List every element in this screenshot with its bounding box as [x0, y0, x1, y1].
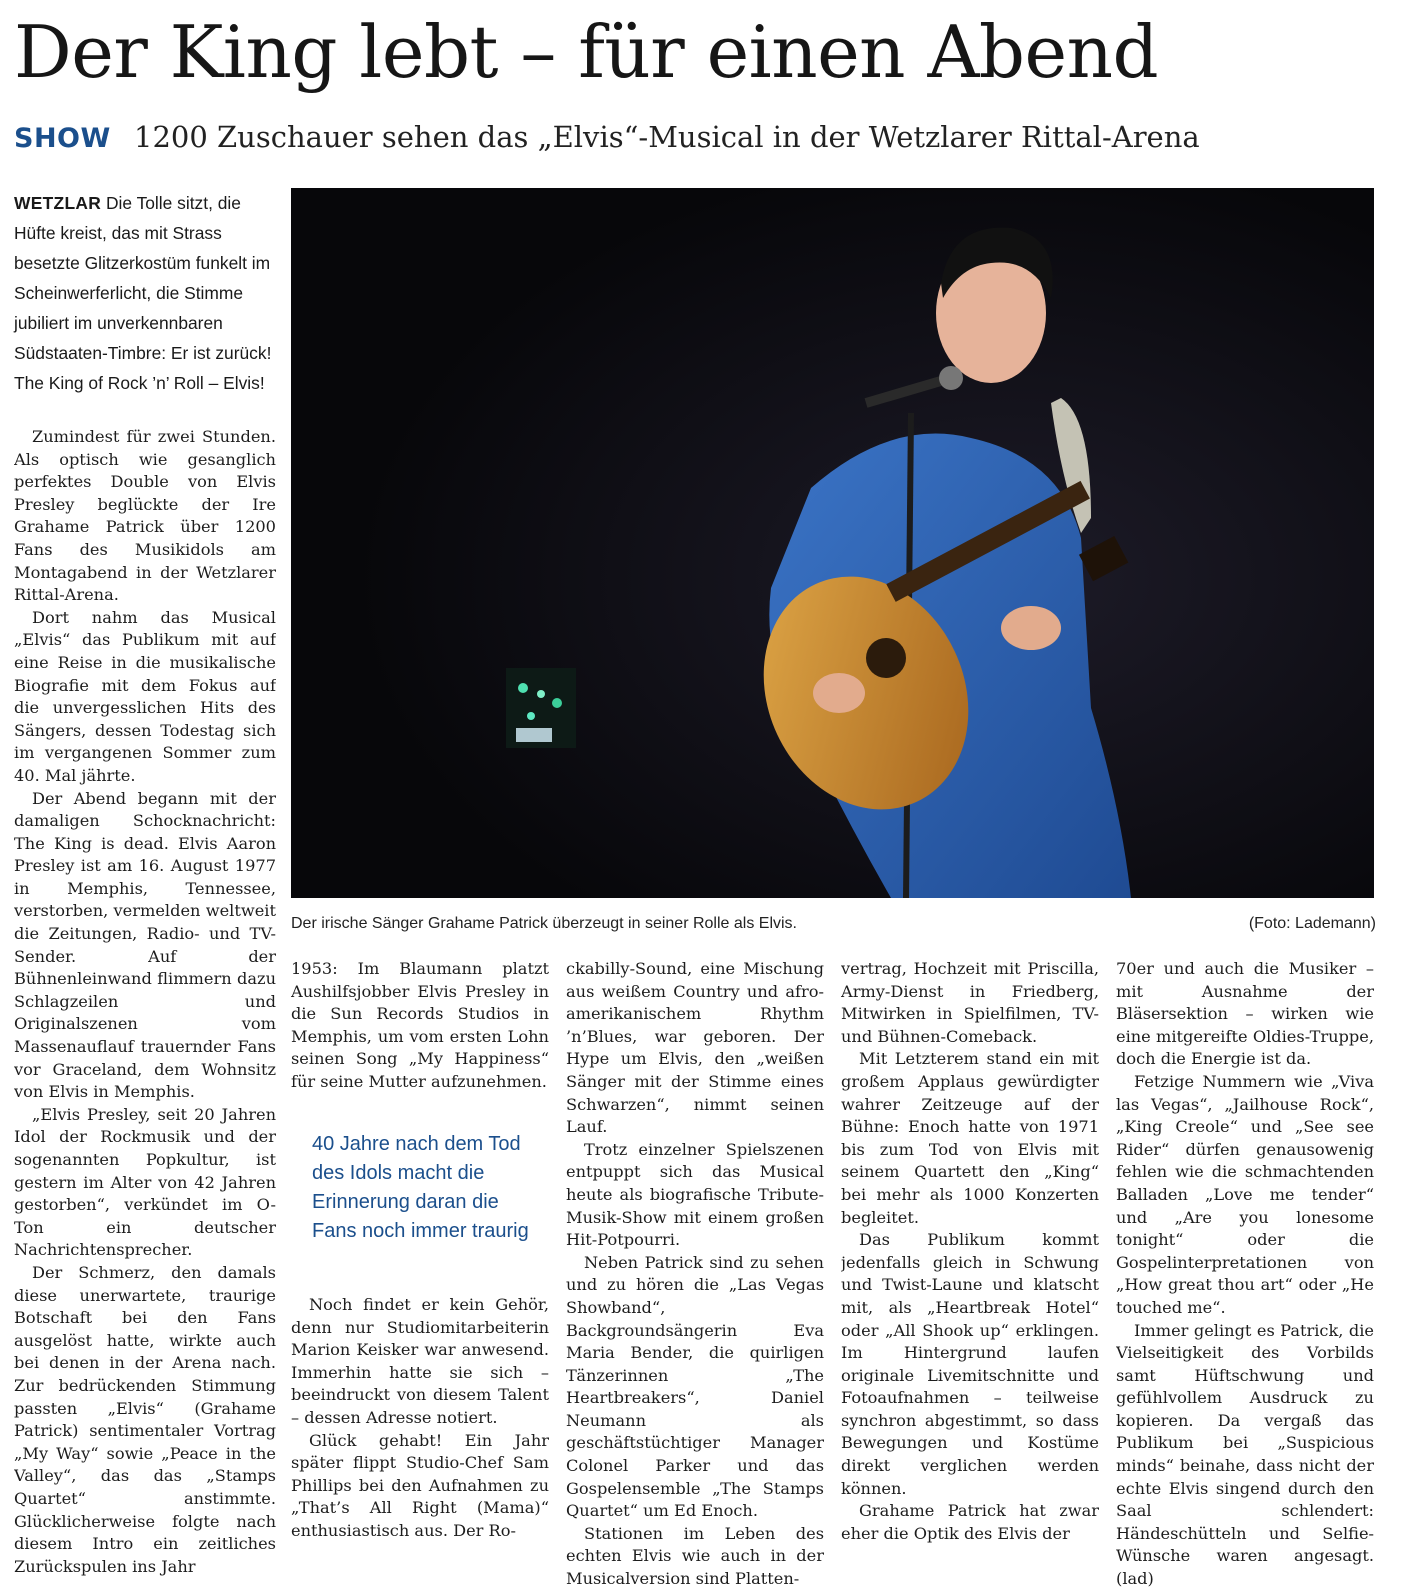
column-2-bottom	[291, 1294, 549, 1591]
paragraph: Dort nahm das Musical „Elvis“ das Publikum mit auf eine Reise in die musikalische Biografie mit dem Fokus auf die unvergesslichen Hits des Sängers, dessen Todestag sich im vergangenen Sommer zum 40. Mal jährte.	[14, 607, 276, 785]
lead-text: Die Tolle sitzt, die Hüfte kreist, das mit Strass besetzte Glitzerkostüm funkelt im Scheinwerferlicht, die Stimme jubiliert im unverkennbaren Südstaaten-Timbre: Er ist zurück! The King of Rock ’n’ Roll – Elvis!	[14, 193, 272, 393]
paragraph: Noch findet er kein Gehör, denn nur Studiomitarbeiterin Marion Keisker war anwesend. Immerhin hatte sie sich – beeindruckt von diesem Talent – dessen Adresse notiert.	[291, 1295, 549, 1427]
paragraph: „Elvis Presley, seit 20 Jahren Idol der Rockmusik und der sogenannten Popkultur, ist gestern im Alter von 42 Jahren gestorben“, verkündet im O-Ton ein deutscher Nachrichtensprecher.	[14, 1104, 276, 1260]
paragraph: Neben Patrick sind zu sehen und zu hören die „Las Vegas Showband“, Backgroundsängerin Eva Maria Bender, die quirligen Tänzerinnen „The Heartbreakers“, Daniel Neumann als geschäftstüchtiger Manager Colonel Parker und das Gospelensemble „The Stamps Quartet“ um Ed Enoch.	[566, 1252, 824, 1521]
paragraph: vertrag, Hochzeit mit Priscilla, Army-Dienst in Friedberg, Mitwirken in Spielfilmen, TV- und Bühnen-Comeback.	[841, 959, 1099, 1046]
article-photo	[291, 188, 1374, 898]
paragraph: Stationen im Leben des echten Elvis wie auch in der Musicalversion sind Platten-	[566, 1523, 824, 1589]
paragraph: Trotz einzelner Spielszenen entpuppt sich das Musical heute als biografische Tribute-Musik-Show mit einem großen Hit-Potpourri.	[566, 1139, 824, 1250]
column-4	[841, 958, 1099, 1591]
paragraph: Der Schmerz, den damals diese unerwartete, traurige Botschaft bei den Fans ausgelöst hatte, wirkte auch bei denen in der Arena nach. Zur bedrückenden Stimmung passten „Elvis“ (Grahame Patrick) sentimentaler Vortrag „My Way“ sowie „Peace in the Valley“, das das „Stamps Quartet“ anstimmte. Glücklicherweise folgte nach diesem Intro ein zeitliches Zurückspulen ins Jahr	[14, 1262, 276, 1576]
paragraph: Grahame Patrick hat zwar eher die Optik des Elvis der	[841, 1501, 1099, 1543]
paragraph: 70er und auch die Musiker – mit Ausnahme der Bläsersektion – wirken wie eine mitgereifte Oldies-Truppe, doch die Energie ist da.	[1116, 959, 1374, 1069]
paragraph: Der Abend begann mit der damaligen Schocknachricht: The King is dead. Elvis Aaron Presley ist am 16. August 1977 in Memphis, Tennessee, verstorben, vermelden weltweit die Zeitungen, Radio- und TV-Sender. Auf der Bühnenleinwand flimmern dazu Schlagzeilen und Originalszenen vom Massenauflauf trauernder Fans vor Graceland, dem Wohnsitz von Elvis in Memphis.	[14, 788, 276, 1102]
photo-credit: (Foto: Lademann)	[1248, 915, 1376, 932]
paragraph: 1953: Im Blaumann platzt Aushilfsjobber Elvis Presley in die Sun Records Studios in Memphis, um vom ersten Lohn seinen Song „My Happiness“ für seine Mutter aufzunehmen.	[291, 959, 549, 1091]
column-5	[1116, 958, 1374, 1591]
dateline: WETZLAR	[14, 193, 102, 213]
subheadline-row	[14, 114, 1394, 160]
paragraph: Immer gelingt es Patrick, die Vielseitigkeit des Vorbilds samt Hüftschwung und gefühlvollem Ausdruck zu kopieren. Da vergaß das Publikum bei „Suspicious minds“ beinahe, dass nicht der echte Elvis singend durch den Saal schlendert: Händeschütteln und Selfie-Wünsche waren angesagt. (lad)	[1116, 1320, 1374, 1589]
column-3	[566, 958, 824, 1591]
paragraph: ckabilly-Sound, eine Mischung aus weißem Country und afro-amerikanischem Rhythm ’n’Blues, war geboren. Der Hype um Elvis, den „weißen Sänger mit der Stimme eines Schwarzen“, nimmt seinen Lauf.	[566, 959, 824, 1137]
stage-monitor-lights	[506, 668, 576, 748]
elvis-performer-photo	[291, 188, 1374, 898]
paragraph: Fetzige Nummern wie „Viva las Vegas“, „Jailhouse Rock“, „King Creole“ und „See see Rider“ dürfen genausowenig fehlen wie die schmachtenden Balladen „Love me tender“ und „Are you lonesome tonight“ oder die Gospelinterpretationen von „How great thou art“ oder „He touched me“.	[1116, 1071, 1374, 1317]
column-1	[14, 426, 276, 1591]
photo-caption: Der irische Sänger Grahame Patrick überzeugt in seiner Rolle als Elvis.	[291, 915, 797, 932]
paragraph: Glück gehabt! Ein Jahr später flippt Studio-Chef Sam Phillips bei den Aufnahmen zu „That’s All Right (Mama)“ enthusiastisch aus. Der Ro-	[291, 1430, 549, 1540]
paragraph: Zumindest für zwei Stunden. Als optisch wie gesanglich perfektes Double von Elvis Presley beglückte der Ire Grahame Patrick über 1200 Fans des Musikidols am Montagabend in der Wetzlarer Rittal-Arena.	[14, 427, 276, 605]
column-2-top	[291, 958, 549, 1118]
subheadline: 1200 Zuschauer sehen das „Elvis“-Musical in der Wetzlarer Rittal-Arena	[134, 120, 1200, 154]
paragraph: Das Publikum kommt jedenfalls gleich in Schwung und Twist-Laune und klatscht mit, als „Heartbreak Hotel“ oder „All Shook up“ erklingen. Im Hintergrund laufen originale Livemitschnitte und Fotoaufnahmen – teilweise synchron abgestimmt, so dass Bewegungen und Kostüme direkt verglichen werden können.	[841, 1230, 1099, 1498]
headline: Der King lebt – für einen Abend	[14, 10, 1159, 94]
pull-quote: 40 Jahre nach dem Tod des Idols macht die Erinnerung daran die Fans noch immer traurig	[312, 1133, 529, 1242]
kicker: SHOW	[14, 123, 111, 154]
paragraph: Mit Letzterem stand ein mit großem Applaus gewürdigter wahrer Zeitzeuge auf der Bühne: Enoch hatte von 1971 bis zum Tod von Elvis mit seinem Quartett den „King“ bei mehr als 1000 Konzerten begleitet.	[841, 1049, 1099, 1227]
lead-paragraph	[14, 188, 276, 398]
